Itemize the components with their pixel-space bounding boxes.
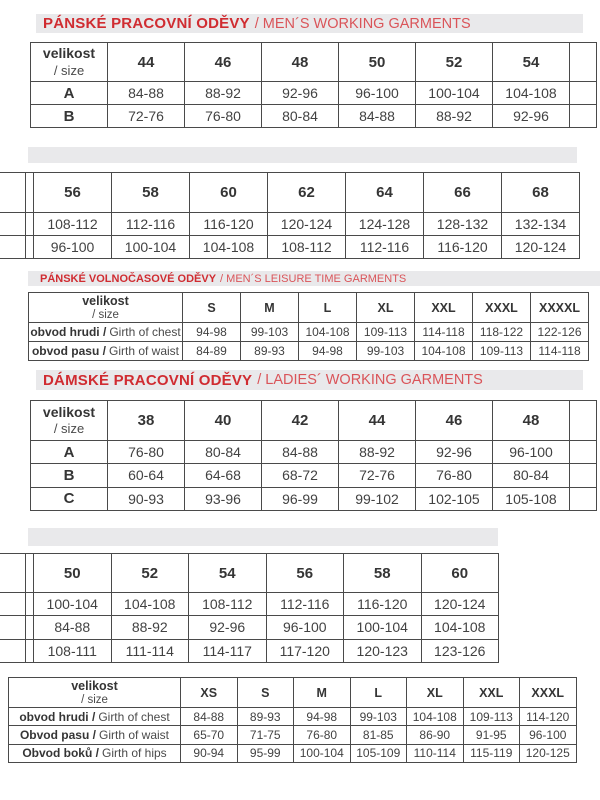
size-column-header: 66: [424, 173, 502, 213]
value-cell: 84-88: [108, 82, 185, 105]
value-cell: 76-80: [294, 726, 351, 744]
clipped-empty-cell: [570, 105, 597, 128]
clipped-empty-cell: [0, 173, 26, 213]
value-cell: 108-111: [34, 639, 112, 662]
measurement-label-english: Girth of waist: [108, 344, 180, 358]
value-cell: 100-104: [416, 82, 493, 105]
value-cell: 65-70: [181, 726, 238, 744]
size-column-header: M: [294, 678, 351, 708]
row-label: B: [31, 464, 108, 487]
value-cell: 90-93: [108, 487, 185, 510]
value-cell: 128-132: [424, 213, 502, 236]
table-row: [31, 487, 597, 510]
value-cell: 116-120: [190, 213, 268, 236]
measurement-label-czech: obvod hrudi /: [19, 709, 96, 724]
value-cell: 72-76: [108, 105, 185, 128]
section-title-czech: DÁMSKÉ PRACOVNÍ ODĚVY: [43, 371, 253, 389]
measurement-row-label: [29, 323, 183, 342]
clipped-empty-cell: [0, 213, 26, 236]
table-row: [9, 726, 577, 744]
clipped-empty-cell: [570, 82, 597, 105]
clipped-empty-cell: [26, 639, 34, 662]
header-row: [0, 173, 580, 213]
measurement-label-czech: Obvod pasu /: [19, 727, 96, 742]
value-cell: 112-116: [346, 236, 424, 259]
measurement-row-label: [9, 726, 181, 744]
table-row: [0, 639, 499, 662]
value-cell: 84-88: [262, 441, 339, 464]
value-cell: 84-88: [34, 616, 112, 639]
measurement-label-english: Girth of chest: [109, 325, 181, 339]
row-label: A: [31, 441, 108, 464]
row-label: C: [31, 487, 108, 510]
value-cell: 124-128: [346, 213, 424, 236]
table-row: [0, 236, 580, 259]
value-cell: 92-96: [262, 82, 339, 105]
measurement-label-czech: obvod hrudi /: [30, 325, 107, 339]
value-cell: 105-109: [350, 744, 407, 762]
size-column-header: XL: [357, 293, 415, 323]
size-column-header: 64: [346, 173, 424, 213]
row-label: B: [31, 105, 108, 128]
value-cell: 99-103: [357, 342, 415, 361]
separator-band-men: [28, 147, 577, 163]
size-column-header: XXXXL: [531, 293, 589, 323]
size-column-header: 60: [421, 554, 499, 593]
size-column-header: 56: [266, 554, 344, 593]
clipped-empty-cell: [26, 554, 34, 593]
size-column-header: 58: [112, 173, 190, 213]
value-cell: 102-105: [416, 487, 493, 510]
value-cell: 109-113: [357, 323, 415, 342]
value-cell: 71-75: [237, 726, 294, 744]
table-row: [29, 342, 589, 361]
measurement-label-czech: obvod pasu /: [31, 344, 106, 358]
measurement-label-czech: Obvod boků /: [22, 746, 99, 761]
size-column-header: L: [299, 293, 357, 323]
value-cell: 104-108: [111, 593, 189, 616]
clipped-empty-cell: [570, 487, 597, 510]
measurement-label-english: Girth of hips: [101, 746, 167, 761]
value-cell: 99-102: [339, 487, 416, 510]
size-column-header: 60: [190, 173, 268, 213]
corner-cell-velikost-size: [31, 43, 108, 82]
value-cell: 112-116: [266, 593, 344, 616]
measurement-label-english: Girth of waist: [98, 727, 170, 742]
value-cell: 112-116: [112, 213, 190, 236]
size-column-header: XS: [181, 678, 238, 708]
corner-label-czech: velikost: [71, 679, 118, 694]
measurement-label-english: Girth of chest: [98, 709, 170, 724]
size-column-header: 50: [34, 554, 112, 593]
size-column-header: XXXL: [520, 678, 577, 708]
value-cell: 88-92: [339, 441, 416, 464]
value-cell: 94-98: [294, 708, 351, 726]
section-title-english: / MEN´S LEISURE TIME GARMENTS: [220, 272, 407, 285]
value-cell: 109-113: [463, 708, 520, 726]
value-cell: 104-108: [421, 616, 499, 639]
corner-label-english: / size: [81, 694, 108, 707]
value-cell: 123-126: [421, 639, 499, 662]
value-cell: 114-120: [520, 708, 577, 726]
section-title-men-leisure: [28, 271, 600, 286]
value-cell: 114-118: [531, 342, 589, 361]
value-cell: 92-96: [416, 441, 493, 464]
value-cell: 91-95: [463, 726, 520, 744]
value-cell: 80-84: [493, 464, 570, 487]
size-column-header: 56: [34, 173, 112, 213]
value-cell: 120-124: [268, 213, 346, 236]
value-cell: 108-112: [34, 213, 112, 236]
value-cell: 76-80: [416, 464, 493, 487]
ladies-working-sizes-50-60: [0, 553, 499, 663]
clipped-empty-cell: [26, 616, 34, 639]
clipped-empty-cell: [0, 554, 26, 593]
value-cell: 114-117: [189, 639, 267, 662]
value-cell: 108-112: [268, 236, 346, 259]
corner-label-english: / size: [53, 62, 85, 78]
clipped-empty-cell: [0, 593, 26, 616]
size-column-header: 68: [502, 173, 580, 213]
value-cell: 132-134: [502, 213, 580, 236]
clipped-empty-cell: [26, 213, 34, 236]
clipped-empty-cell: [26, 593, 34, 616]
value-cell: 84-88: [339, 105, 416, 128]
value-cell: 93-96: [185, 487, 262, 510]
corner-label-english: / size: [92, 309, 119, 322]
value-cell: 105-108: [493, 487, 570, 510]
value-cell: 96-100: [339, 82, 416, 105]
value-cell: 120-124: [421, 593, 499, 616]
size-column-header: M: [241, 293, 299, 323]
table-row: [29, 323, 589, 342]
clipped-empty-cell: [26, 236, 34, 259]
size-column-header: 52: [416, 43, 493, 82]
value-cell: 99-103: [350, 708, 407, 726]
value-cell: 104-108: [493, 82, 570, 105]
clipped-empty-cell: [26, 173, 34, 213]
section-title-ladies-working: [36, 370, 583, 390]
size-column-header: 44: [108, 43, 185, 82]
value-cell: 95-99: [237, 744, 294, 762]
value-cell: 122-126: [531, 323, 589, 342]
corner-cell-velikost-size: [31, 401, 108, 441]
value-cell: 120-125: [520, 744, 577, 762]
section-title-men-working: [36, 14, 583, 33]
value-cell: 116-120: [344, 593, 422, 616]
table-row: [9, 708, 577, 726]
value-cell: 90-94: [181, 744, 238, 762]
value-cell: 108-112: [189, 593, 267, 616]
ladies-measurement-table: [8, 677, 577, 763]
size-column-header: 52: [111, 554, 189, 593]
measurement-row-label: [9, 708, 181, 726]
corner-label-czech: velikost: [42, 45, 96, 62]
size-column-header: 62: [268, 173, 346, 213]
table-row: [9, 744, 577, 762]
value-cell: 76-80: [185, 105, 262, 128]
size-column-header: 48: [262, 43, 339, 82]
value-cell: 80-84: [185, 441, 262, 464]
value-cell: 96-100: [493, 441, 570, 464]
value-cell: 100-104: [294, 744, 351, 762]
size-column-header: 40: [185, 401, 262, 441]
value-cell: 68-72: [262, 464, 339, 487]
clipped-empty-cell: [570, 464, 597, 487]
header-row: [0, 554, 499, 593]
value-cell: 72-76: [339, 464, 416, 487]
value-cell: 96-100: [520, 726, 577, 744]
corner-label-czech: velikost: [42, 403, 96, 420]
size-column-header: 38: [108, 401, 185, 441]
value-cell: 109-113: [473, 342, 531, 361]
size-column-header: 50: [339, 43, 416, 82]
header-row: [9, 678, 577, 708]
value-cell: 120-124: [502, 236, 580, 259]
value-cell: 96-100: [266, 616, 344, 639]
corner-label-english: / size: [53, 421, 85, 437]
value-cell: 99-103: [241, 323, 299, 342]
table-row: [0, 616, 499, 639]
clipped-empty-cell: [0, 236, 26, 259]
table-row: [31, 464, 597, 487]
value-cell: 81-85: [350, 726, 407, 744]
measurement-row-label: [9, 744, 181, 762]
size-column-header: 46: [185, 43, 262, 82]
table-row: [31, 105, 597, 128]
value-cell: 100-104: [344, 616, 422, 639]
value-cell: 110-114: [407, 744, 464, 762]
clipped-empty-cell: [570, 441, 597, 464]
size-column-header: XXXL: [473, 293, 531, 323]
value-cell: 104-108: [190, 236, 268, 259]
size-column-header: 44: [339, 401, 416, 441]
header-row: [31, 43, 597, 82]
corner-cell-velikost-size: [29, 293, 183, 323]
value-cell: 88-92: [185, 82, 262, 105]
size-column-header: L: [350, 678, 407, 708]
size-column-header: 48: [493, 401, 570, 441]
size-column-header: XXL: [415, 293, 473, 323]
size-column-header: S: [237, 678, 294, 708]
clipped-empty-cell: [570, 43, 597, 82]
section-title-czech: PÁNSKÉ PRACOVNÍ ODĚVY: [43, 15, 250, 32]
value-cell: 100-104: [112, 236, 190, 259]
value-cell: 104-108: [415, 342, 473, 361]
size-column-header: 46: [416, 401, 493, 441]
value-cell: 84-88: [181, 708, 238, 726]
table-row: [31, 441, 597, 464]
value-cell: 104-108: [299, 323, 357, 342]
section-title-czech: PÁNSKÉ VOLNOČASOVÉ ODĚVY: [40, 272, 217, 285]
separator-band-ladies: [28, 528, 498, 546]
value-cell: 94-98: [183, 323, 241, 342]
section-title-english: / LADIES´ WORKING GARMENTS: [257, 372, 483, 388]
clipped-empty-cell: [570, 401, 597, 441]
ladies-working-sizes-38-48: [30, 400, 597, 511]
value-cell: 76-80: [108, 441, 185, 464]
men-working-sizes-56-68: [0, 172, 580, 259]
value-cell: 92-96: [493, 105, 570, 128]
corner-cell-velikost-size: [9, 678, 181, 708]
measurement-row-label: [29, 342, 183, 361]
header-row: [29, 293, 589, 323]
size-column-header: 54: [493, 43, 570, 82]
men-working-sizes-44-54: [30, 42, 597, 128]
size-column-header: 42: [262, 401, 339, 441]
value-cell: 104-108: [407, 708, 464, 726]
value-cell: 88-92: [416, 105, 493, 128]
value-cell: 89-93: [237, 708, 294, 726]
value-cell: 89-93: [241, 342, 299, 361]
value-cell: 114-118: [415, 323, 473, 342]
value-cell: 86-90: [407, 726, 464, 744]
clipped-empty-cell: [0, 616, 26, 639]
row-label: A: [31, 82, 108, 105]
value-cell: 118-122: [473, 323, 531, 342]
value-cell: 96-100: [34, 236, 112, 259]
table-row: [0, 213, 580, 236]
value-cell: 117-120: [266, 639, 344, 662]
value-cell: 88-92: [111, 616, 189, 639]
value-cell: 96-99: [262, 487, 339, 510]
clipped-empty-cell: [0, 639, 26, 662]
size-column-header: XL: [407, 678, 464, 708]
value-cell: 120-123: [344, 639, 422, 662]
value-cell: 115-119: [463, 744, 520, 762]
size-column-header: XXL: [463, 678, 520, 708]
value-cell: 92-96: [189, 616, 267, 639]
value-cell: 116-120: [424, 236, 502, 259]
value-cell: 80-84: [262, 105, 339, 128]
value-cell: 64-68: [185, 464, 262, 487]
value-cell: 60-64: [108, 464, 185, 487]
section-title-english: / MEN´S WORKING GARMENTS: [254, 15, 471, 32]
size-column-header: 58: [344, 554, 422, 593]
men-leisure-size-table: [28, 292, 589, 361]
value-cell: 111-114: [111, 639, 189, 662]
size-column-header: S: [183, 293, 241, 323]
value-cell: 100-104: [34, 593, 112, 616]
corner-label-czech: velikost: [82, 294, 129, 309]
table-row: [0, 593, 499, 616]
size-column-header: 54: [189, 554, 267, 593]
table-row: [31, 82, 597, 105]
value-cell: 84-89: [183, 342, 241, 361]
value-cell: 94-98: [299, 342, 357, 361]
header-row: [31, 401, 597, 441]
